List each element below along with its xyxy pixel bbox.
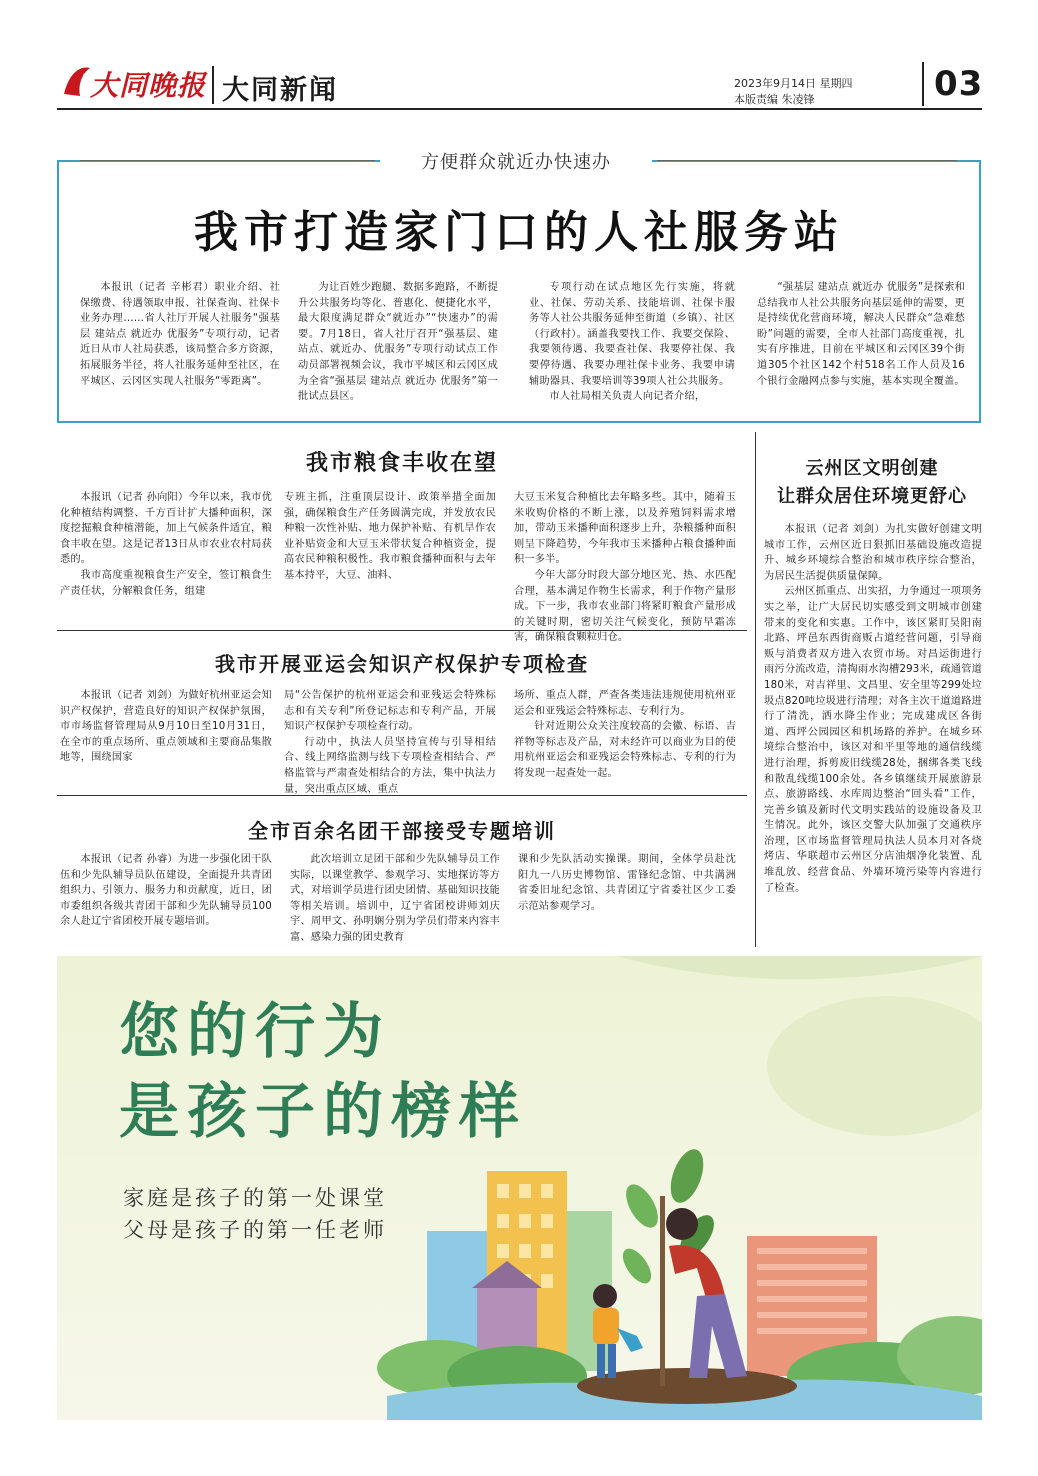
lead-headline: 我市打造家门口的人社服务站 (194, 207, 844, 258)
ip-headline: 我市开展亚运会知识产权保护专项检查 (215, 652, 589, 676)
grain-paragraph: 我市高度重视粮食生产安全，签订粮食生产责任状，分解粮食任务，组建 (60, 569, 272, 597)
newspaper-logo (60, 62, 210, 102)
grain-column-2 (284, 490, 496, 584)
league-paragraph: 此次培训立足团干部和少先队辅导员工作实际，以课堂教学、参观学习、实地探访等方式，对培训学员进行团史团情、基础知识技能等相关培训。培训中，辽宁省团校讲师刘庆宇、周甲文、孙明娴分别为学员们带来内容丰富、感染力强的团史教育 (290, 854, 500, 943)
lead-column-2 (298, 280, 498, 405)
lead-paragraph: 本报讯（记者 辛彬君）职业介绍、社保缴费、待遇领取申报、社保查询、社保卡业务办理……省人社厅开展人社服务“强基层 建站点 就近办 优服务”专项行动，记者近日从市人社局获悉，该局整合多方资源，拓展服务半径，将人社服务延伸至社区，在平城区、云冈区实现人社服务“零距离”。 (80, 282, 280, 387)
page-editor: 本版责编 朱凌锋 (734, 93, 815, 106)
league-paragraph: 本报讯（记者 孙睿）为进一步强化团干队伍和少先队辅导员队伍建设，全面提升共青团组织力、引领力、服务力和贡献度，近日，团市委组织各级共青团干部和少先队辅导员100余人赴辽宁省团校开展专题培训。 (60, 854, 272, 928)
yunzhou-paragraph: 云州区抓重点、出实招，力争通过一项项务实之举，让广大居民切实感受到文明城市创建带来的变化和实惠。工作中，该区紧盯吴阳南北路、坪邑东西街商贩占道经营问题，引导商贩与消费者双方进入农贸市场。对昌运街进行雨污分流改造，清掏雨水沟槽293米，疏通管道180米，对吉祥里、文昌里、安全里等299处垃圾点820吨垃圾进行清理；对各主次干道道路进行了清洗，洒水降尘作业；完成建成区各街道、西坪公园园区和机场路的养护。在城乡环境综合整治中，该区对和平里等地的通信线缆进行治理，拆剪废旧线缆28处，捆绑各类飞线和散乱线缆100余处。各乡镇继续开展旅游景点、旅游路线、水库周边整治“回头看”工作，完善乡镇及新时代文明实践站的设施设备及卫生情况。此外，该区交警大队加强了交通秩序治理，区市场监督管理局执法人员本月对各烧烤店、华联超市云州区分店油烟净化装置、乱堆乱放、经营食品、外墙环境污染等内容进行了检查。 (764, 586, 982, 894)
lead-paragraph: 专项行动在试点地区先行实施，将就业、社保、劳动关系、技能培训、社保卡服务等人社公共服务延伸至街道（乡镇）、社区（行政村）。涵盖我要找工作、我要交保险、我要领待遇、我要查社保、我要停社保、我要停待遇、我要办理社保卡业务、我要申请辅助器具、我要培训等39项人社公共服务。 (529, 282, 735, 387)
ip-paragraph: 场所、重点人群，严查各类违法违规使用杭州亚运会和亚残运会特殊标志、专利行为。 (514, 690, 736, 717)
grain-paragraph: 专班主抓，注重顶层设计、政策举措全面加强，确保粮食生产任务圆满完成，并发放农民种粮一次性补贴、地力保护补贴、有机旱作农业补贴资金和大豆玉米带状复合种植资金，提高农民种粮积极性。我市粮食播种面积与去年基本持平，大豆、油料、 (284, 492, 496, 581)
grain-paragraph: 本报讯（记者 孙向阳）今年以来，我市优化种植结构调整、千方百计扩大播种面积，深度挖掘粮食种植潜能，加上气候条件适宜，粮食丰收在望。这是记者13日从市农业农村局获悉的。 (60, 492, 272, 566)
grain-paragraph: 大豆玉米复合种植比去年略多些。其中，随着玉米收购价格的不断上涨，以及养殖饲料需求增加，带动玉米播种面积逐步上升，杂粮播种面积则呈下降趋势，今年我市玉米播种占粮食播种面积一多半。 (514, 492, 736, 566)
logo-text: 大同晚报 (90, 69, 207, 102)
grain-headline: 我市粮食丰收在望 (305, 450, 498, 476)
league-headline: 全市百余名团干部接受专题培训 (248, 819, 556, 843)
section-name: 大同新闻 (222, 75, 338, 106)
lead-column-1 (80, 280, 280, 389)
yunzhou-column (764, 522, 982, 896)
story-divider (57, 630, 747, 631)
lead-column-4 (757, 280, 965, 389)
ip-paragraph: 局“公告保护的杭州亚运会和亚残运会特殊标志和有关专利”所登记标志和专利产品，开展知识产权保护专项检查行动。 (284, 690, 496, 733)
lead-paragraph: 市人社局相关负责人向记者介绍， (549, 391, 706, 403)
dateline (734, 76, 853, 108)
league-column-3 (518, 852, 736, 914)
grain-column-3 (514, 490, 736, 646)
poster-title-line-2: 是孩子的榜样 (119, 1077, 527, 1147)
grain-paragraph: 今年大部分时段大部分地区光、热、水匹配合理，基本满足作物生长需求，利于作物产量形成。下一步，我市农业部门将紧盯粮食产量形成的关键时期，密切关注气候变化，预防早霜冻害，确保粮食颗粒归仓。 (514, 569, 736, 644)
masthead-rule (57, 108, 982, 110)
league-column-1 (60, 852, 272, 930)
yunzhou-paragraph: 本报讯（记者 刘剑）为扎实做好创建文明城市工作，云州区近日狠抓旧基础设施改造提升、城乡环境综合整治和城市秩序综合整治，为居民生活提供质量保障。 (764, 524, 982, 582)
masthead-divider (212, 66, 214, 104)
page-number: 03 (922, 62, 983, 106)
ip-paragraph: 行动中，执法人员坚持宣传与引导相结合、线上网络监测与线下专项检查相结合、严格监管与严肃查处相结合的方法，集中执法力量，突出重点区域、重点 (284, 736, 496, 795)
yunzhou-headline-line-1: 云州区文明创建 (805, 458, 939, 479)
kicker-rule-right (657, 160, 957, 161)
issue-date: 2023年9月14日 星期四 (734, 77, 853, 90)
league-column-2 (290, 852, 500, 946)
ip-column-1 (60, 688, 272, 766)
story-divider (57, 795, 747, 796)
public-service-poster (57, 956, 982, 1420)
lead-kicker: 方便群众就近办快速办 (380, 148, 652, 174)
lead-paragraph: 为让百姓少跑腿、数据多跑路，不断提升公共服务均等化、普惠化、便捷化水平，最大限度满足群众“就近办”“快速办”的需要。7月18日，省人社厅召开“强基层、建站点、就近办、优服务”专项行动试点工作动员部署视频会议，我市平城区和云冈区成为全省“强基层 建站点 就近办 优服务”第一批试点县区。 (298, 282, 498, 403)
lead-column-3 (529, 280, 735, 405)
ip-paragraph: 针对近期公众关注度较高的会徽、标语、吉祥物等标志及产品，对未经许可以商业为目的使用杭州亚运会和亚残运会特殊标志、专利的行为将发现一起查处一起。 (514, 721, 736, 779)
lead-paragraph: “强基层 建站点 就近办 优服务”是探索和总结我市人社公共服务向基层延伸的需要，更是持续优化营商环境，解决人民群众“急难愁盼”问题的需要，全市人社部门高度重视，扎实有序推进，目前在平城区和云冈区39个街道305个社区142个村518名工作人员及16个银行金融网点参与实施，基本实现全覆盖。 (757, 282, 965, 387)
yunzhou-headline-line-2: 让群众居住环境更舒心 (777, 486, 967, 507)
ip-column-2 (284, 688, 496, 797)
poster-subtitle-line-2: 父母是孩子的第一任老师 (123, 1218, 387, 1242)
league-paragraph: 课和少先队活动实操课。期间，全体学员赴沈阳九一八历史博物馆、雷锋纪念馆、中共满洲省委旧址纪念馆、共青团辽宁省委社区少工委示范站参观学习。 (518, 854, 736, 912)
poster-title-line-1: 您的行为 (119, 997, 391, 1067)
ip-paragraph: 本报讯（记者 刘剑）为做好杭州亚运会知识产权保护，营造良好的知识产权保护氛围，市市场监督管理局从9月10日至10月31日，在全市的重点场所、重点领域和主要商品集散地等，围绕国家 (60, 690, 272, 764)
poster-subtitle-line-1: 家庭是孩子的第一处课堂 (123, 1186, 387, 1210)
column-divider (755, 432, 756, 947)
ip-column-3 (514, 688, 736, 782)
yunzhou-headline (762, 455, 982, 511)
grain-column-1 (60, 490, 272, 599)
kicker-rule-left (80, 160, 375, 161)
